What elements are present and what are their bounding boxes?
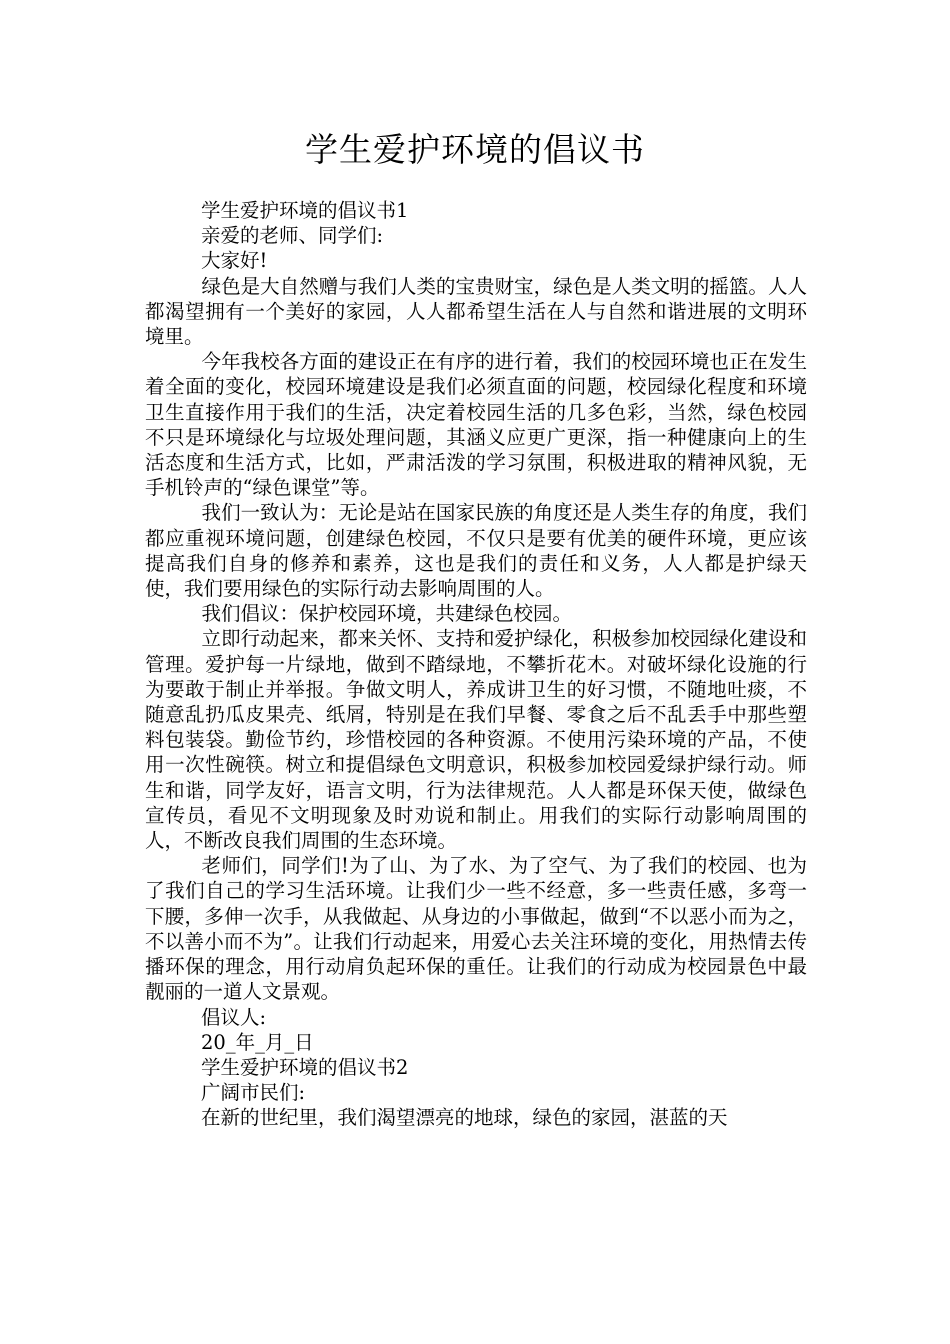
document-body xyxy=(145,198,807,1131)
salutation-2: 广阔市民们: xyxy=(201,1081,306,1105)
greeting-1: 大家好! xyxy=(201,249,268,273)
section-heading-2: 学生爱护环境的倡议书2 xyxy=(201,1055,409,1079)
paragraph: 今年我校各方面的建设正在有序的进行着，我们的校园环境也正在发生着全面的变化，校园环境建设是我们必须直面的问题，校园绿化程度和环境卫生直接作用于我们的生活，决定着校园生活的几多色彩，当然，绿色校园不只是环境绿化与垃圾处理问题，其涵义应更广更深，指一种健康向上的生活态度和生活方式，比如，严肃活泼的学习氛围，积极进取的精神风貌，无手机铃声的“绿色课堂”等。 xyxy=(145,350,807,500)
salutation-1: 亲爱的老师、同学们: xyxy=(201,224,384,248)
paragraph-2-start: 在新的世纪里，我们渴望漂亮的地球，绿色的家园，湛蓝的天 xyxy=(201,1106,728,1130)
paragraph: 老师们，同学们!为了山、为了水、为了空气、为了我们的校园、也为了我们自己的学习生活环境。让我们少一些不经意，多一些责任感，多弯一下腰，多伸一次手，从我做起、从身边的小事做起，做到“不以恶小而为之，不以善小而不为”。让我们行动起来，用爱心去关注环境的变化，用热情去传播环保的理念，用行动肩负起环保的重任。让我们的行动成为校园景色中最靓丽的一道人文景观。 xyxy=(145,854,807,1004)
paragraph: 我们倡议：保护校园环境，共建绿色校园。 xyxy=(201,602,573,626)
paragraph: 绿色是大自然赠与我们人类的宝贵财宝，绿色是人类文明的摇篮。人人都渴望拥有一个美好的家园，人人都希望生活在人与自然和谐进展的文明环境里。 xyxy=(145,274,807,349)
date-line: 20_年_月_日 xyxy=(201,1030,314,1054)
document-title: 学生爱护环境的倡议书 xyxy=(305,130,645,169)
paragraph: 我们一致认为：无论是站在国家民族的角度还是人类生存的角度，我们都应重视环境问题，创建绿色校园，不仅只是要有优美的硬件环境，更应该提高我们自身的修养和素养，这也是我们的责任和义务，人人都是护绿天使，我们要用绿色的实际行动去影响周围的人。 xyxy=(145,501,807,601)
section-heading-1: 学生爱护环境的倡议书1 xyxy=(201,199,409,222)
paragraph: 立即行动起来，都来关怀、支持和爱护绿化，积极参加校园绿化建设和管理。爱护每一片绿地，做到不踏绿地，不攀折花木。对破坏绿化设施的行为要敢于制止并举报。争做文明人，养成讲卫生的好习惯，不随地吐痰，不随意乱扔瓜皮果壳、纸屑，特别是在我们早餐、零食之后不乱丢手中那些塑料包装袋。勤俭节约，珍惜校园的各种资源。不使用污染环境的产品，不使用一次性碗筷。树立和提倡绿色文明意识，积极参加校园爱绿护绿行动。师生和谐，同学友好，语言文明，行为法律规范。人人都是环保天使，做绿色宣传员，看见不文明现象及时劝说和制止。用我们的实际行动影响周围的人，不断改良我们周围的生态环境。 xyxy=(145,627,807,853)
signer-label: 倡议人: xyxy=(201,1005,267,1029)
